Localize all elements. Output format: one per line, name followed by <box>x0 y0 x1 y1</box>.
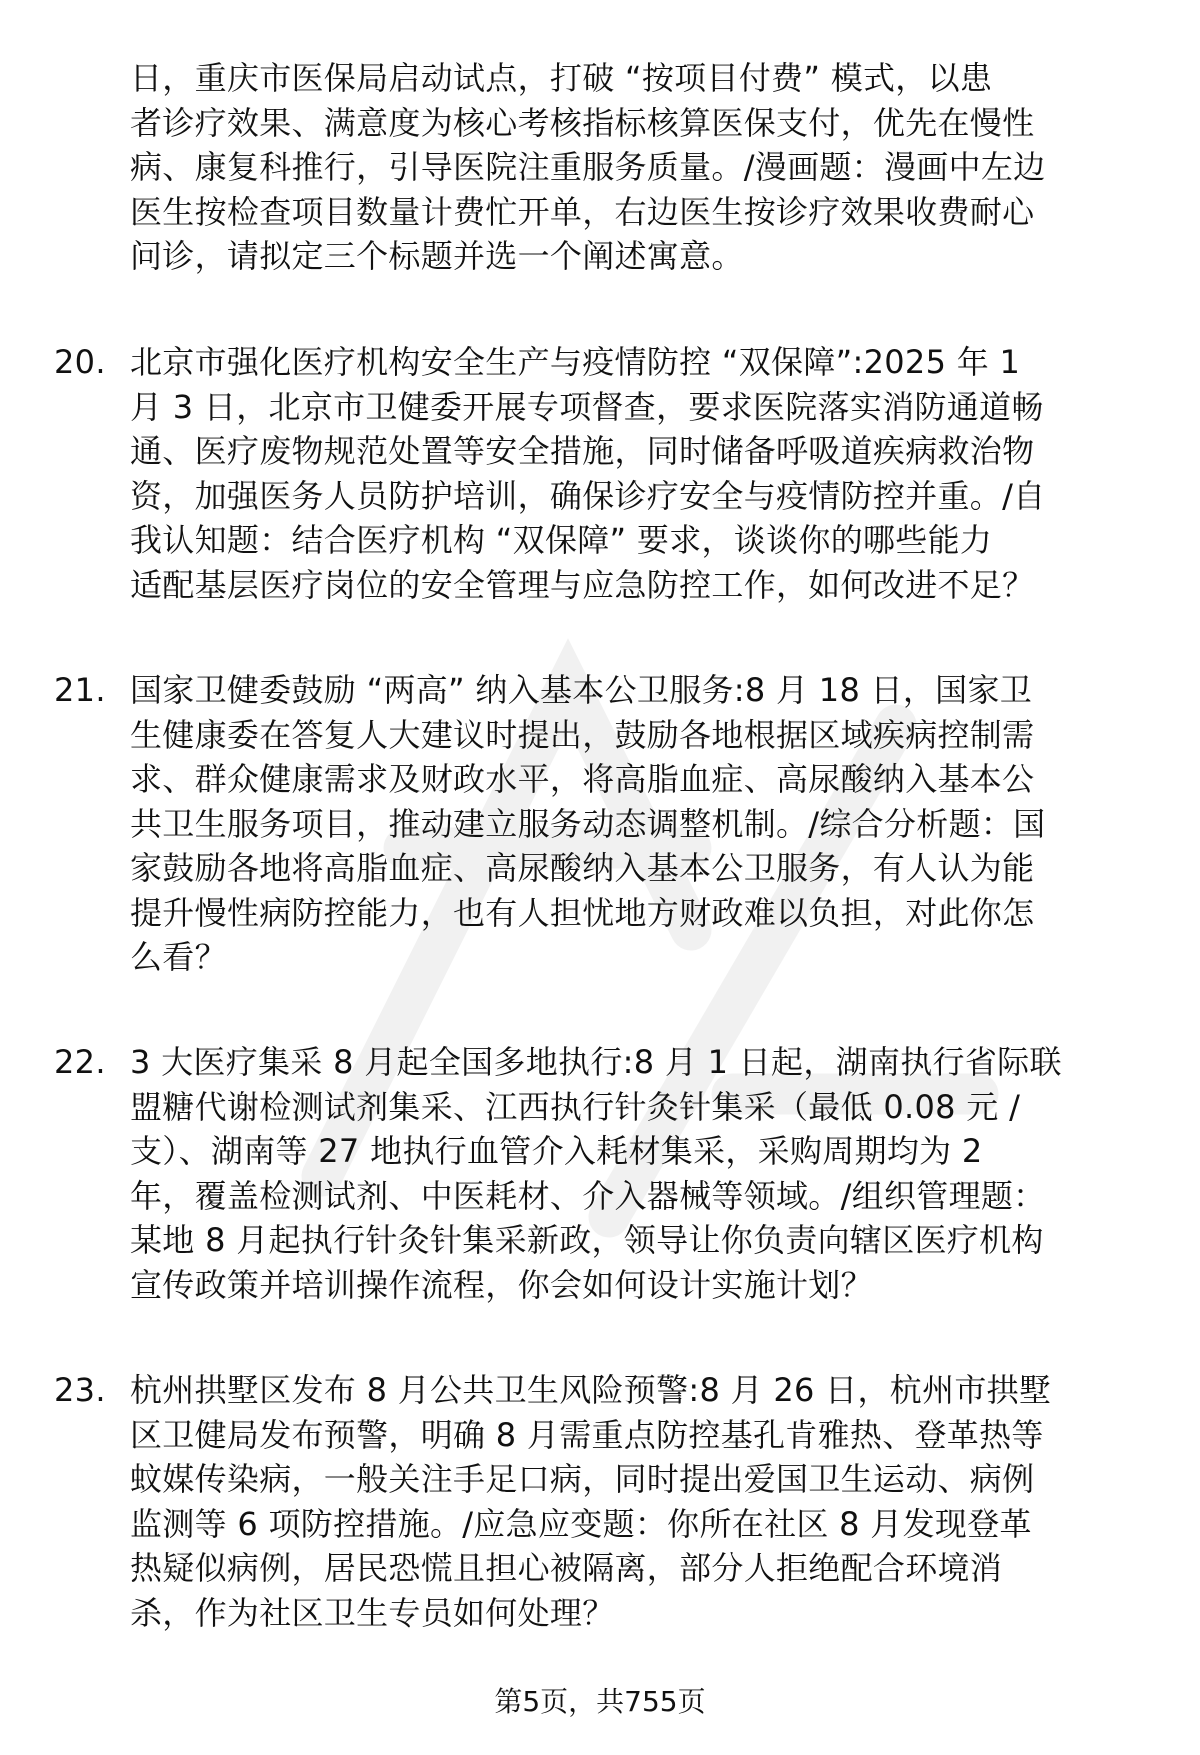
text-line: 问诊，请拟定三个标题并选一个阐述寓意。 <box>130 237 744 275</box>
text-line: 我认知题：结合医疗机构 “双保障” 要求，谈谈你的哪些能力 <box>130 521 993 559</box>
text-line: 共卫生服务项目，推动建立服务动态调整机制。/综合分析题：国 <box>130 804 1046 843</box>
text-line: 区卫健局发布预警，明确 8 月需重点防控基孔肯雅热、登革热等 <box>130 1415 1044 1454</box>
text-line: 求、群众健康需求及财政水平，将高脂血症、高尿酸纳入基本公 <box>130 760 1035 798</box>
item-number: 23. <box>54 1371 106 1409</box>
text-line: 医生按检查项目数量计费忙开单，右边医生按诊疗效果收费耐心 <box>130 192 1035 231</box>
text-line: 提升慢性病防控能力，也有人担忧地方财政难以负担，对此你怎 <box>130 893 1035 932</box>
question-text <box>130 668 1155 980</box>
text-line: 适配基层医疗岗位的安全管理与应急防控工作，如何改进不足？ <box>130 565 1035 604</box>
text-line: 月 3 日，北京市卫健委开展专项督查，要求医院落实消防通道畅 <box>130 387 1044 426</box>
text-line: 监测等 6 项防控措施。/应急应变题：你所在社区 8 月发现登革 <box>130 1504 1032 1543</box>
text-line: 国家卫健委鼓励 “两高” 纳入基本公卫服务:8 月 18 日，国家卫 <box>130 671 1033 709</box>
text-line: 3 大医疗集采 8 月起全国多地执行:8 月 1 日起，湖南执行省际联 <box>130 1043 1062 1081</box>
text-line: 宣传政策并培训操作流程，你会如何设计实施计划？ <box>130 1265 873 1304</box>
question-text <box>130 56 1155 279</box>
text-line: 热疑似病例，居民恐慌且担心被隔离，部分人拒绝配合环境消 <box>130 1549 1003 1587</box>
text-line: 家鼓励各地将高脂血症、高尿酸纳入基本公卫服务，有人认为能 <box>130 849 1035 887</box>
page-footer: 第5页，共755页 <box>494 1685 706 1718</box>
text-line: 资，加强医务人员防护培训，确保诊疗安全与疫情防控并重。/自 <box>130 476 1046 515</box>
text-line: 某地 8 月起执行针灸针集采新政，领导让你负责向辖区医疗机构 <box>130 1221 1044 1259</box>
question-text <box>130 340 1155 607</box>
text-line: 生健康委在答复人大建议时提出，鼓励各地根据区域疾病控制需 <box>130 715 1035 754</box>
text-line: 日，重庆市医保局启动试点，打破 “按项目付费” 模式，以患 <box>130 59 993 97</box>
text-line: 支）、湖南等 27 地执行血管介入耗材集采，采购周期均为 2 <box>130 1132 983 1170</box>
item-number: 20. <box>54 343 106 381</box>
text-line: 杀，作为社区卫生专员如何处理？ <box>130 1593 615 1632</box>
text-line: 蚊媒传染病，一般关注手足口病，同时提出爱国卫生运动、病例 <box>130 1460 1035 1498</box>
text-line: 病、康复科推行，引导医院注重服务质量。/漫画题：漫画中左边 <box>130 148 1046 186</box>
item-number: 22. <box>54 1043 106 1081</box>
text-line: 年，覆盖检测试剂、中医耗材、介入器械等领域。/组织管理题： <box>130 1176 1046 1215</box>
text-line: 盟糖代谢检测试剂集采、江西执行针灸针集采（最低 0.08 元 / <box>130 1087 1021 1126</box>
text-line: 北京市强化医疗机构安全生产与疫情防控 “双保障”:2025 年 1 <box>130 343 1021 381</box>
text-line: 者诊疗效果、满意度为核心考核指标核算医保支付，优先在慢性 <box>130 103 1035 142</box>
text-line: 通、医疗废物规范处置等安全措施，同时储备呼吸道疾病救治物 <box>130 432 1035 470</box>
item-number: 21. <box>54 671 106 709</box>
text-line: 么看？ <box>130 938 227 976</box>
question-text <box>130 1368 1155 1635</box>
text-line: 杭州拱墅区发布 8 月公共卫生风险预警:8 月 26 日，杭州市拱墅 <box>130 1371 1052 1409</box>
question-text <box>130 1040 1155 1307</box>
